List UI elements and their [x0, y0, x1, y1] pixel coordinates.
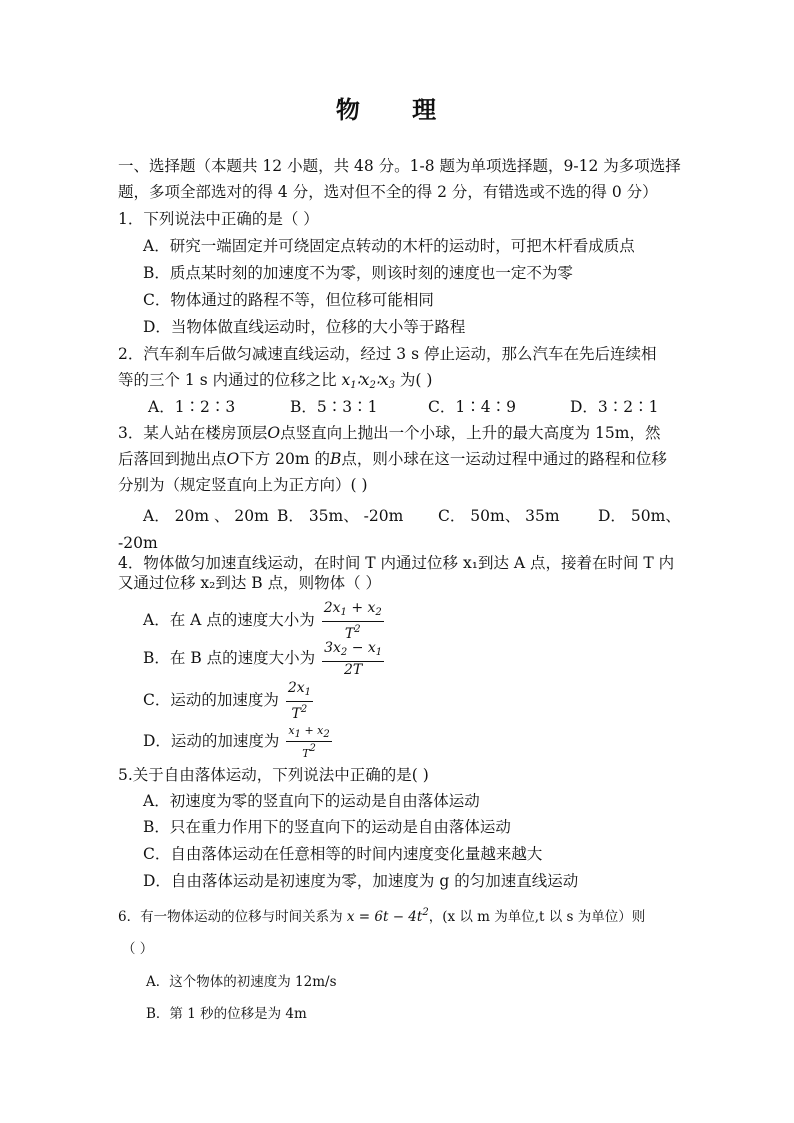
q4-option-c — [143, 680, 313, 722]
q4-option-d-formula: $\frac{x1 + x2}{T2}$ — [288, 724, 330, 760]
q4-option-a-text: A．在 A 点的速度大小为 — [143, 611, 315, 629]
q3-text: 后落回到抛出点 — [118, 450, 227, 468]
q2-stem-paren: 为( ) — [399, 371, 433, 389]
section-header-line2: 题，多项全部选对的得 4 分，选对但不全的得 2 分，有错选或不选的得 0 分） — [118, 183, 658, 201]
q4-option-c-formula: $\frac{2x_1}{T^2}$ — [287, 680, 311, 722]
q6-stem-units: ，(x 以 m 为单位,t 以 s 为单位）则 — [428, 909, 646, 925]
q3-point-o: O — [226, 450, 240, 468]
q4-option-b-formula: $\frac{3x_2 - x_1}{2T}$ — [324, 640, 383, 678]
q1-option-a: A．研究一端固定并可绕固定点转动的木杆的运动时，可把木杆看成质点 — [143, 237, 635, 255]
q2-option-c: C．1∶4∶9 — [428, 398, 516, 416]
q5-option-b: B．只在重力作用下的竖直向下的运动是自由落体运动 — [143, 818, 511, 836]
q3-text: 下方 20m 的 — [239, 450, 331, 468]
q6-stem — [118, 902, 645, 928]
q3-option-c: C． 50m、 35m — [438, 507, 560, 525]
q3-text: 点竖直向上抛出一个小球，上升的最大高度为 15m，然 — [280, 424, 661, 442]
q2-option-a: A．1∶2∶3 — [148, 398, 236, 416]
q2-ratio-formula: $x_1∶x_2∶x_3$ — [341, 371, 395, 391]
q5-option-c: C．自由落体运动在任意相等的时间内速度变化量越来越大 — [143, 845, 543, 863]
q3-stem-line1 — [118, 422, 660, 444]
q2-stem-line2 — [118, 369, 432, 397]
q6-option-a: A．这个物体的初速度为 12m/s — [146, 974, 337, 990]
q3-option-d-wrap: -20m — [118, 534, 158, 552]
q4-stem-line1: 4．物体做匀加速直线运动，在时间 T 内通过位移 x₁到达 A 点，接着在时间 T 内 — [118, 554, 675, 572]
q4-option-a-formula: $\frac{2x_1 + x_2}{T^2}$ — [323, 600, 382, 642]
q4-stem-line2: 又通过位移 x₂到达 B 点，则物体（ ） — [118, 574, 382, 592]
q6-paren: （ ） — [122, 941, 154, 957]
q3-stem-line3: 分别为（规定竖直向上为正方向）( ) — [118, 476, 368, 494]
q4-option-c-text: C．运动的加速度为 — [143, 691, 279, 709]
q2-option-b: B．5∶3∶1 — [290, 398, 378, 416]
q2-stem-line1: 2．汽车刹车后做匀减速直线运动，经过 3 s 停止运动，那么汽车在先后连续相 — [118, 345, 657, 363]
q3-text: 点，则小球在这一运动过程中通过的路程和位移 — [341, 450, 667, 468]
q1-option-c: C．物体通过的路程不等，但位移可能相同 — [143, 291, 434, 309]
page-title: 物 理 — [335, 95, 459, 124]
q4-option-b-text: B．在 B 点的速度大小为 — [143, 649, 316, 667]
q6-formula: $x = 6t - 4t^2$ — [346, 907, 429, 925]
q6-stem-text: 6．有一物体运动的位移与时间关系为 — [118, 909, 343, 925]
q3-text: 3．某人站在楼房顶层 — [118, 424, 268, 442]
q3-stem-line2 — [118, 448, 667, 470]
q3-point-b: B — [330, 450, 342, 468]
q1-option-d: D．当物体做直线运动时，位移的大小等于路程 — [143, 318, 466, 336]
q5-option-d: D．自由落体运动是初速度为零，加速度为 g 的匀加速直线运动 — [143, 872, 579, 890]
q4-option-d-text: D．运动的加速度为 — [143, 732, 280, 750]
q2-stem-text: 等的三个 1 s 内通过的位移之比 — [118, 371, 337, 389]
q1-stem: 1．下列说法中正确的是（ ） — [118, 210, 319, 228]
q1-option-b: B．质点某时刻的加速度不为零，则该时刻的速度也一定不为零 — [143, 264, 573, 282]
q3-option-a: A． 20m 、 20m — [143, 507, 269, 525]
q2-option-d: D．3∶2∶1 — [570, 398, 659, 416]
q5-option-a: A．初速度为零的竖直向下的运动是自由落体运动 — [143, 792, 480, 810]
q4-option-a — [143, 600, 384, 642]
q3-option-d: D． 50m、 — [598, 507, 681, 525]
q5-stem: 5.关于自由落体运动，下列说法中正确的是( ) — [118, 766, 429, 784]
q4-option-d — [143, 724, 332, 760]
q4-option-b — [143, 640, 384, 678]
q6-option-b: B．第 1 秒的位移是为 4m — [146, 1006, 307, 1022]
q3-option-b: B． 35m、 -20m — [277, 507, 404, 525]
q3-point-o: O — [267, 424, 281, 442]
section-header-line1: 一、选择题（本题共 12 小题，共 48 分。1-8 题为单项选择题，9-12 为多项选择 — [118, 157, 681, 175]
